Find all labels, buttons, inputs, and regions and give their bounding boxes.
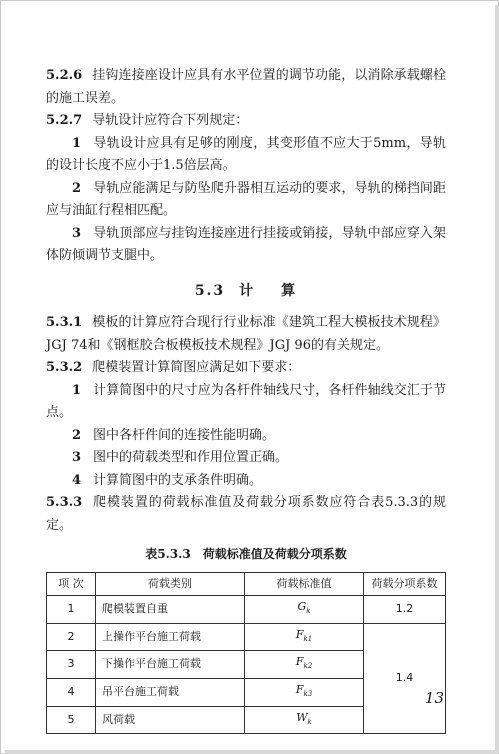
item-number: 2 [72, 180, 82, 196]
section-title-part: 计 [239, 282, 256, 299]
clause-item [46, 425, 446, 448]
clause-item [46, 223, 446, 268]
row-standard-value: $F_{k3}$ [245, 679, 364, 707]
clause-item [46, 133, 446, 178]
row-standard-value: $F_{k1}$ [245, 623, 364, 651]
clause-number: 5.3.2 [46, 360, 83, 375]
row-category: 吊平台施工荷载 [96, 679, 245, 707]
item-text: 计算简图中的尺寸应为各杆件轴线尺寸，各杆件轴线交汇于节点。 [46, 382, 446, 420]
item-number: 1 [72, 135, 82, 151]
table-header-row [47, 572, 446, 596]
clause-5-2-6 [46, 65, 446, 110]
load-table [46, 572, 446, 735]
clause-5-2-7 [46, 110, 446, 133]
row-coefficient: 1.2 [364, 596, 446, 624]
clause-number: 5.2.7 [46, 113, 83, 128]
section-title-part: 算 [281, 282, 298, 299]
item-text: 计算简图中的支承条件明确。 [93, 472, 263, 488]
table-caption [46, 543, 446, 566]
row-category: 爬模装置自重 [96, 596, 245, 624]
table-title: 荷载标准值及荷载分项系数 [202, 547, 347, 561]
page-number: 13 [424, 689, 444, 707]
page-shadow-bottom [5, 750, 498, 754]
clause-5-3-1 [46, 312, 446, 357]
header-category: 荷载类别 [96, 572, 245, 596]
row-category: 下操作平台施工荷载 [96, 651, 245, 679]
item-text: 图中的荷载类型和作用位置正确。 [93, 450, 289, 465]
table-row [47, 596, 446, 624]
clause-item [46, 447, 446, 470]
clause-text: 爬模装置的荷载标准值及荷载分项系数应符合表5.3.3的规定。 [46, 495, 446, 533]
section-number: 5.3 [194, 282, 226, 299]
clause-5-3-2 [46, 357, 446, 380]
item-number: 1 [72, 382, 82, 398]
clause-text: 模板的计算应符合现行行业标准《建筑工程大模板技术规程》JGJ 74和《钢框胶合板模板技术规程》JGJ 96的有关规定。 [46, 315, 446, 353]
item-text: 导轨设计应具有足够的刚度，其变形值不应大于5mm，导轨的设计长度不应小于1.5倍层高。 [46, 135, 446, 173]
item-number: 4 [72, 472, 82, 488]
header-index: 项 次 [47, 572, 96, 596]
item-number: 3 [72, 450, 82, 465]
clause-number: 5.3.1 [46, 315, 83, 330]
row-index: 4 [47, 679, 96, 707]
clause-5-3-3 [46, 492, 446, 537]
clause-item [46, 470, 446, 493]
clause-item [46, 380, 446, 425]
row-coefficient: 1.4 [364, 623, 446, 734]
item-text: 导轨顶部应与挂钩连接座进行挂接或销接，导轨中部应穿入架体防倾调节支腿中。 [46, 225, 446, 263]
row-index: 3 [47, 651, 96, 679]
page-shadow-right [495, 5, 499, 753]
table-row [47, 623, 446, 651]
clause-text: 导轨设计应符合下列规定： [92, 113, 249, 128]
row-standard-value: $W_k$ [245, 706, 364, 734]
row-index: 2 [47, 623, 96, 651]
section-heading [46, 280, 446, 303]
clause-text: 爬模装置计算简图应满足如下要求： [92, 360, 301, 375]
row-index: 5 [47, 706, 96, 734]
item-text: 导轨应能满足与防坠爬升器相互运动的要求，导轨的梯挡间距应与油缸行程相匹配。 [46, 180, 446, 218]
header-standard-value: 荷载标准值 [245, 572, 364, 596]
item-number: 2 [72, 427, 82, 443]
clause-item [46, 178, 446, 223]
table-number: 表5.3.3 [145, 547, 191, 561]
clause-number: 5.3.3 [46, 495, 83, 510]
clause-number: 5.2.6 [46, 68, 83, 83]
row-standard-value: $G_k$ [245, 596, 364, 624]
item-text: 图中各杆件间的连接性能明确。 [93, 427, 276, 443]
row-index: 1 [47, 596, 96, 624]
row-standard-value: $F_{k2}$ [245, 651, 364, 679]
clause-text: 挂钩连接座设计应具有水平位置的调节功能，以消除承载螺栓的施工误差。 [46, 68, 446, 106]
header-coefficient: 荷载分项系数 [364, 572, 446, 596]
row-category: 上操作平台施工荷载 [96, 623, 245, 651]
item-number: 3 [72, 225, 82, 241]
page-content [46, 65, 446, 734]
row-category: 风荷载 [96, 706, 245, 734]
